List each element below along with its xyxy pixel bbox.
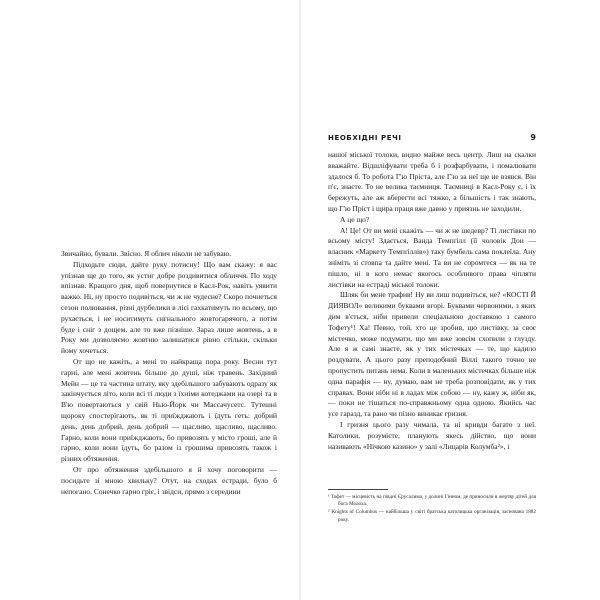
footnotes [328, 489, 536, 525]
paragraph: Підходьте сюди, дайте руку потисну! Що вам скажу: я вас упізнав ще до того, як устиг добре роздивитися обличчя. По ходу впізнав. Кращого дня, щоб повернутися в Касл-Рок, навіть уявити важко. Ні, ну просто подивіться, чи ж не чудесне? Скоро почнеться сезон полювання, різні дурбелики в лісі гахкатимуть по всьому, що рухається, і не носитимуть сигнального жовтогарячого, а потім буде і сніг з дощем, але то вже пізніше. Зараз лише жовтень, а в Року ми дозволяємо жовтню залишатися рівно стільки, скільки йому хочеться. [61, 259, 277, 356]
paragraph: Шляк би мене трафив! Ну ви лиш подивіться, не? «КОСТІ Й ДИЯВОЛ» великими буквами вгорі. Буквами червоними, з яких дим в'ється, ніби привели спеціальною доставкою з самого Тофету¹! Ха! Певно, той, хто це зробив, цю листівку, за своє містечко, може подумати, що ми вже зовсім схопили з глузду. Але я ж самі знаєте, як у тих містечках — те, що кадило роздувати. А цього разу преподобний Віллі такого точно не пропустить питань нема. Коли в маленьких містечках більше ніж одна парафія — ну, думаю, вам не треба розповідати, як у тих справах. Вони ніби ні в ладах між собою — ну, кажу ж, ніби як, — поки не тішаться по-справжньому одна одною. Якийсь час усе гаразд, та рано чи пізно виникає гризня. [328, 290, 536, 419]
paragraph: А! Це! От ви мені скажіть — чи ж не шедевр? Ті листівки по всьому місту! Здається, Ванда Темпґілл (її чоловік Дон — власник «Маркету Темпґіллів») таку бумбель сама поклеїла. Ану зніміть зі стовпа та дайте мені. Та ви не соромтеся — як на те пішло, ні в кого немає якогось особливого права чіпляти листівки на естраді міської толоки. [328, 225, 536, 289]
running-head-title: НЕОБХІДНІ РЕЧІ [328, 134, 402, 142]
paragraph: нашої міської толоки, видно майже весь центр. Лиш на скалки вважайте. Відшліфувати треба б і розфарбувати, і помалювати здалося б. То робота Г'ю Пріста, але Г'ю за неї ще не взявся. Він п'є, знаєте. То не велика таємниця. Таємниці в Касл-Року є, і їх бережуть, але аж вберегти всі тяжко, а більшість і так знають, що Г'ю Пріст і щира праця вже давно у приязнь не заходили. [328, 150, 536, 213]
running-head [328, 134, 536, 146]
right-text-column [328, 150, 536, 452]
paragraph: От про обтяження здебільшого я й хочу поговорити — посидьте зі мною хвильку? Отут, на сходах естради, було б непогано. Сонечко гарно гріє, і звідси, прямо з середини [61, 464, 277, 496]
footnote: ¹ Тофет — місцевість на півдні Єрусалима, у долині Гінном, де приносили в жертву дітей для бога Молоха. [328, 494, 536, 508]
footnote: ² Knights of Columbus — найбільша у світі братська католицька організація, заснована 1882 року. [328, 509, 536, 523]
footnote-rule [328, 489, 388, 490]
paragraph: От що не кажіть, а мені то найкраща пора року. Весни тут гарні, але мені жовтень більше до душі, ніж травень. Західний Мейн — це та частина штату, яку здебільшого забувають одразу як закінчується літо, коли всі ті люди з їхніми котеджами на озері та в В'ю повертаються у свій Нью-Йорк чи Массачусетс. Тутешні щороку спостерігають, як ті приїжджають і їдуть геть: добрий день, день добрий, день добрий — щасливо, щасливо, щасливо. Гарно, коли вони приїжджають, бо привозять у місто гроші, але й гарно, коли вони їдуть, бо разом із грошима привозять також і різних обтяження. [61, 356, 277, 464]
paragraph: А це що? [340, 214, 370, 224]
paragraph: Звичайно, бували. Звісно. Я облич ніколи не забуваю. [61, 249, 232, 258]
left-text-column [61, 249, 277, 497]
page-number: 9 [530, 133, 536, 142]
right-page [300, 0, 600, 600]
paragraph: І гризня цього разу чимала, та ні кривди багато з неї. Католики, розумієте, планують якесь дійство, що вони називають «Нічкою казино» у залі «Лицарів Колумба²», і [328, 419, 536, 451]
